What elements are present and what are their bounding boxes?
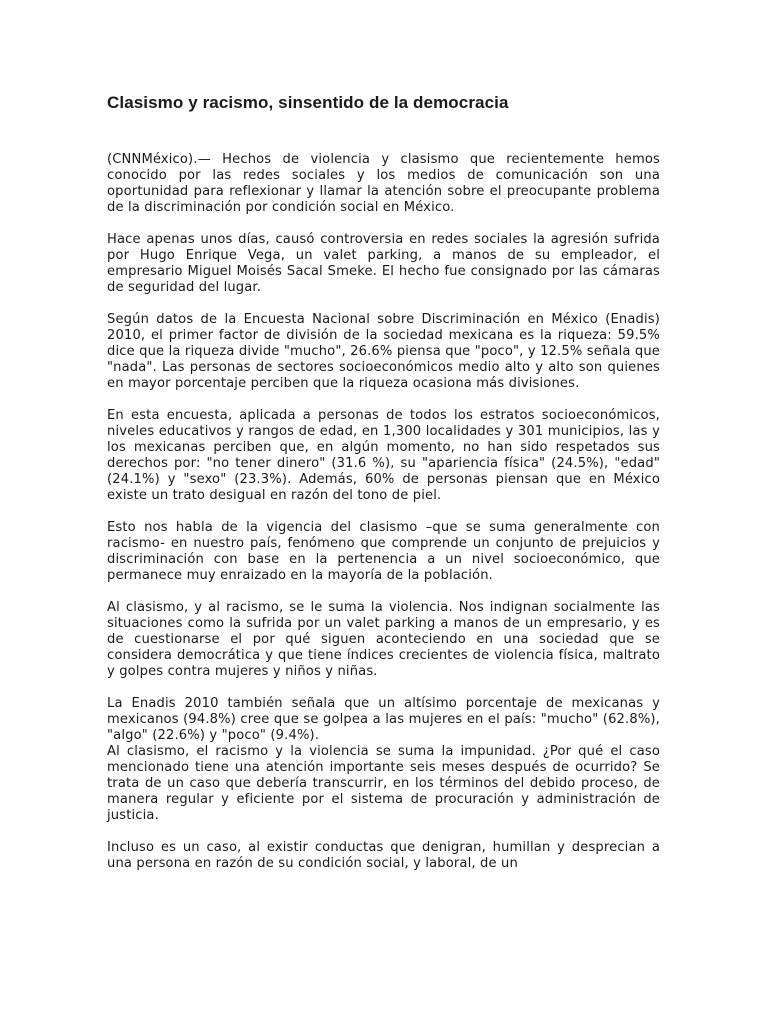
paragraph-intro: (CNNMéxico).— Hechos de violencia y clasismo que recientemente hemos conocido por las redes sociales y los medios de comunicación son una oportunidad para reflexionar y llamar la atención sobre el preocupante problema de la discriminación por condición social en México. (107, 152, 660, 215)
paragraph-classism: Esto nos habla de la vigencia del clasismo –que se suma generalmente con racismo- en nuestro país, fenómeno que comprende un conjunto de prejuicios y discriminación con base en la pertenencia a un nivel socioeconómico, que permanece muy enraizado en la mayoría de la población. (107, 520, 660, 583)
document-title: Clasismo y racismo, sinsentido de la democracia (107, 93, 509, 112)
paragraph-incident: Hace apenas unos días, causó controversia en redes sociales la agresión sufrida por Hugo Enrique Vega, un valet parking, a manos de su empleador, el empresario Miguel Moisés Sacal Smeke. El hecho fue consignado por las cámaras de seguridad del lugar. (107, 232, 660, 295)
paragraph-violence: Al clasismo, y al racismo, se le suma la violencia. Nos indignan socialmente las situaciones como la sufrida por un valet parking a manos de un empresario, y es de cuestionarse el por qué siguen aconteciendo en una sociedad que se considera democrática y que tiene índices crecientes de violencia física, maltrato y golpes contra mujeres y niños y niñas. (107, 600, 660, 679)
paragraph-impunity: Al clasismo, el racismo y la violencia se suma la impunidad. ¿Por qué el caso mencionado tiene una atención importante seis meses después de ocurrido? Se trata de un caso que debería transcurrir, en los términos del debido proceso, de manera regular y eficiente por el sistema de procuración y administración de justicia. (107, 744, 660, 823)
document-page (107, 92, 660, 888)
paragraph-closing: Incluso es un caso, al existir conductas que denigran, humillan y desprecian a una persona en razón de su condición social, y laboral, de un (107, 840, 660, 871)
paragraph-enadis-wealth: Según datos de la Encuesta Nacional sobre Discriminación en México (Enadis) 2010, el primer factor de división de la sociedad mexicana es la riqueza: 59.5% dice que la riqueza divide "mucho", 26.6% piensa que "poco", y 12.5% señala que "nada". Las personas de sectores socioeconómicos medio alto y alto son quienes en mayor porcentaje perciben que la riqueza ocasiona más divisiones. (107, 312, 660, 391)
paragraph-survey-rights: En esta encuesta, aplicada a personas de todos los estratos socioeconómicos, niveles educativos y rangos de edad, en 1,300 localidades y 301 municipios, las y los mexicanas perciben que, en algún momento, no han sido respetados sus derechos por: "no tener dinero" (31.6 %), su "apariencia física" (24.5%), "edad" (24.1%) y "sexo" (23.3%). Además, 60% de personas piensan que en México existe un trato desigual en razón del tono de piel. (107, 408, 660, 503)
paragraph-enadis-women: La Enadis 2010 también señala que un altísimo porcentaje de mexicanas y mexicanos (94.8%) cree que se golpea a las mujeres en el país: "mucho" (62.8%), "algo" (22.6%) y "poco" (9.4%). (107, 696, 660, 743)
